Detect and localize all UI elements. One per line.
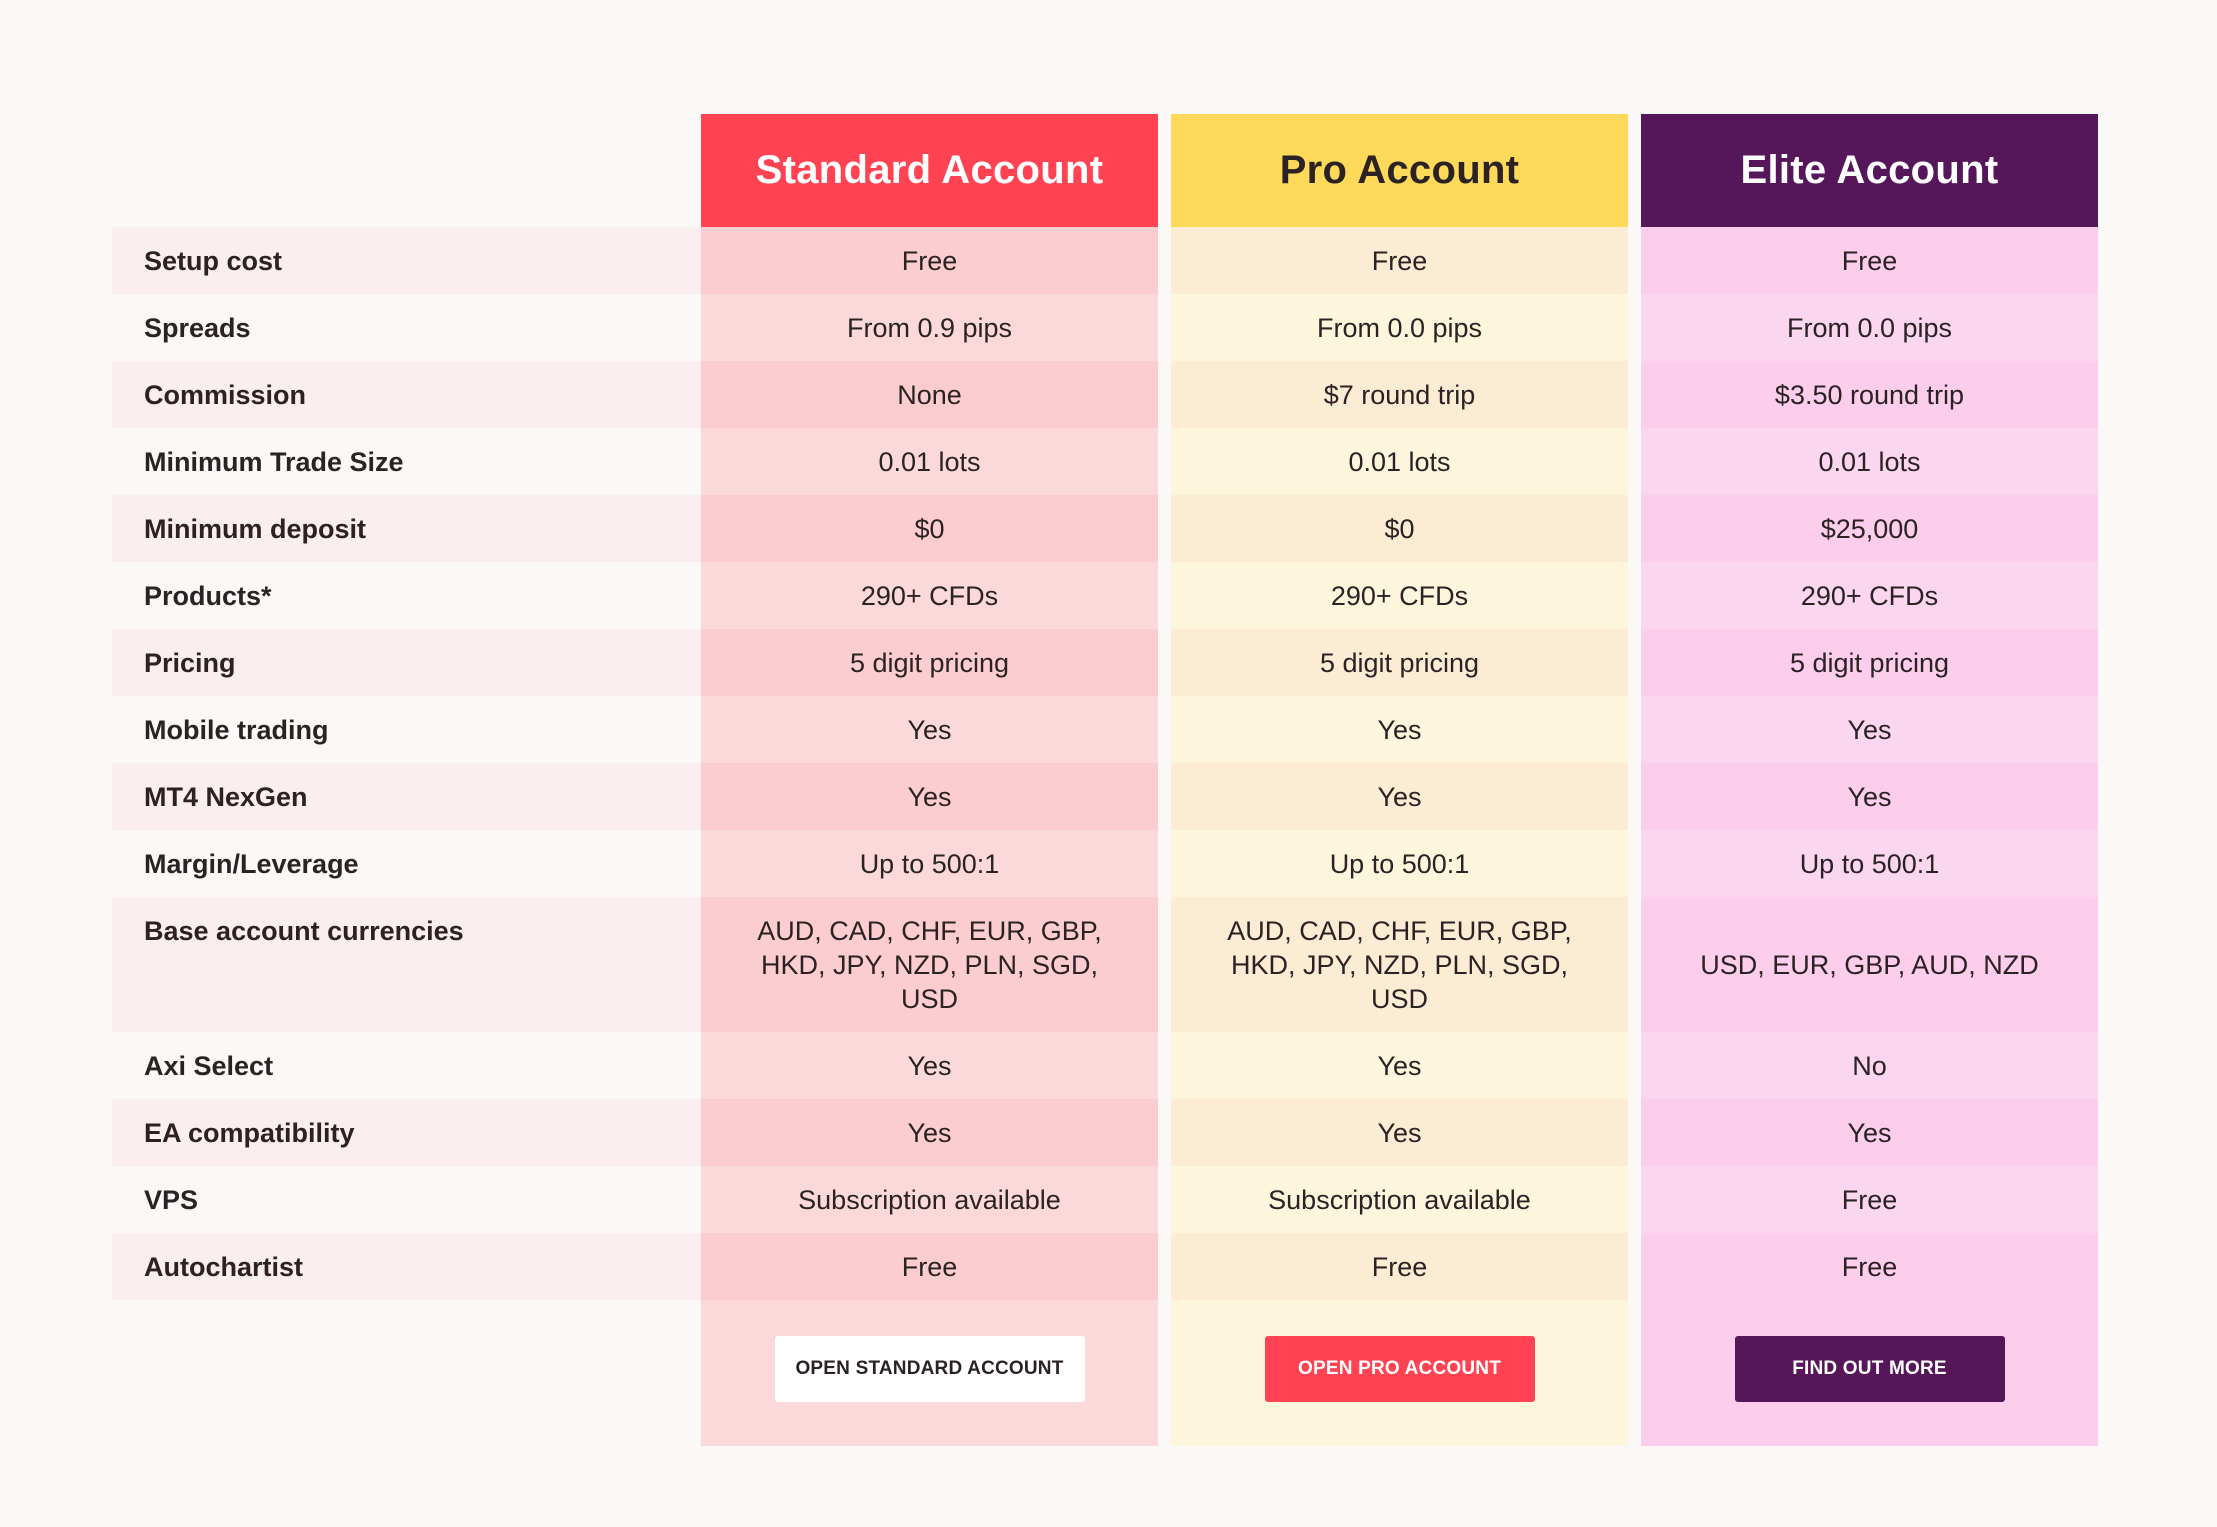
- cell-spreads-std: From 0.9 pips: [701, 294, 1158, 361]
- cell-axi-select-pro: Yes: [1171, 1032, 1628, 1099]
- cell-base-account-currencies-std: AUD, CAD, CHF, EUR, GBP, HKD, JPY, NZD, PLN, SGD, USD: [701, 897, 1158, 1032]
- column-gap: [1628, 361, 1641, 428]
- cell-minimum-trade-size-eli: 0.01 lots: [1641, 428, 2098, 495]
- column-gap: [1628, 1032, 1641, 1099]
- cell-vps-pro: Subscription available: [1171, 1166, 1628, 1233]
- cell-margin-leverage-std: Up to 500:1: [701, 830, 1158, 897]
- column-gap: [1628, 1099, 1641, 1166]
- cell-autochartist-pro: Free: [1171, 1233, 1628, 1300]
- row-label-commission: Commission: [112, 361, 701, 428]
- row-label-products: Products*: [112, 562, 701, 629]
- cell-margin-leverage-eli: Up to 500:1: [1641, 830, 2098, 897]
- column-gap: [1628, 562, 1641, 629]
- column-gap: [1628, 294, 1641, 361]
- cell-axi-select-eli: No: [1641, 1032, 2098, 1099]
- column-gap: [1158, 562, 1171, 629]
- cell-mobile-trading-eli: Yes: [1641, 696, 2098, 763]
- cell-minimum-deposit-std: $0: [701, 495, 1158, 562]
- cell-products-std: 290+ CFDs: [701, 562, 1158, 629]
- cell-minimum-trade-size-std: 0.01 lots: [701, 428, 1158, 495]
- column-header-eli: Elite Account: [1641, 114, 2098, 227]
- row-label-pricing: Pricing: [112, 629, 701, 696]
- column-gap: [1628, 897, 1641, 1032]
- row-label-margin-leverage: Margin/Leverage: [112, 830, 701, 897]
- cell-products-eli: 290+ CFDs: [1641, 562, 2098, 629]
- open-eli-account-button[interactable]: FIND OUT MORE: [1735, 1336, 2005, 1402]
- column-gap: [1628, 227, 1641, 294]
- cell-minimum-deposit-eli: $25,000: [1641, 495, 2098, 562]
- column-gap: [1628, 696, 1641, 763]
- cell-autochartist-eli: Free: [1641, 1233, 2098, 1300]
- cell-base-account-currencies-eli: USD, EUR, GBP, AUD, NZD: [1641, 897, 2098, 1032]
- cell-ea-compatibility-std: Yes: [701, 1099, 1158, 1166]
- cell-commission-eli: $3.50 round trip: [1641, 361, 2098, 428]
- cell-spreads-eli: From 0.0 pips: [1641, 294, 2098, 361]
- column-gap: [1628, 629, 1641, 696]
- row-label-autochartist: Autochartist: [112, 1233, 701, 1300]
- row-label-mt4-nexgen: MT4 NexGen: [112, 763, 701, 830]
- cell-autochartist-std: Free: [701, 1233, 1158, 1300]
- column-gap: [1158, 629, 1171, 696]
- column-gap: [1628, 1233, 1641, 1300]
- column-gap: [1628, 1166, 1641, 1233]
- cell-mt4-nexgen-pro: Yes: [1171, 763, 1628, 830]
- column-gap: [1158, 1300, 1171, 1446]
- column-gap: [1158, 1099, 1171, 1166]
- cell-products-pro: 290+ CFDs: [1171, 562, 1628, 629]
- cell-vps-eli: Free: [1641, 1166, 2098, 1233]
- column-gap: [1158, 227, 1171, 294]
- column-gap: [1158, 1166, 1171, 1233]
- column-gap: [1158, 1032, 1171, 1099]
- column-gap: [1158, 830, 1171, 897]
- cell-pricing-pro: 5 digit pricing: [1171, 629, 1628, 696]
- cell-mobile-trading-std: Yes: [701, 696, 1158, 763]
- row-label-vps: VPS: [112, 1166, 701, 1233]
- cell-ea-compatibility-eli: Yes: [1641, 1099, 2098, 1166]
- row-label-axi-select: Axi Select: [112, 1032, 701, 1099]
- cell-setup-cost-pro: Free: [1171, 227, 1628, 294]
- column-gap: [1628, 830, 1641, 897]
- column-gap: [1158, 1233, 1171, 1300]
- row-label-ea-compatibility: EA compatibility: [112, 1099, 701, 1166]
- cell-minimum-deposit-pro: $0: [1171, 495, 1628, 562]
- row-label-base-account-currencies: Base account currencies: [112, 897, 701, 1032]
- column-gap: [1628, 495, 1641, 562]
- row-label-minimum-trade-size: Minimum Trade Size: [112, 428, 701, 495]
- footer-pro: [1171, 1300, 1628, 1446]
- cell-mobile-trading-pro: Yes: [1171, 696, 1628, 763]
- column-gap: [1628, 763, 1641, 830]
- column-gap: [1158, 696, 1171, 763]
- row-label-spreads: Spreads: [112, 294, 701, 361]
- cell-setup-cost-std: Free: [701, 227, 1158, 294]
- header-spacer: [112, 114, 701, 227]
- footer-std: [701, 1300, 1158, 1446]
- column-header-std: Standard Account: [701, 114, 1158, 227]
- column-gap: [1158, 294, 1171, 361]
- cell-margin-leverage-pro: Up to 500:1: [1171, 830, 1628, 897]
- row-label-minimum-deposit: Minimum deposit: [112, 495, 701, 562]
- cell-mt4-nexgen-std: Yes: [701, 763, 1158, 830]
- cell-commission-std: None: [701, 361, 1158, 428]
- column-gap: [1158, 361, 1171, 428]
- cell-mt4-nexgen-eli: Yes: [1641, 763, 2098, 830]
- column-gap: [1628, 1300, 1641, 1446]
- column-gap: [1158, 763, 1171, 830]
- cell-commission-pro: $7 round trip: [1171, 361, 1628, 428]
- account-comparison-table: [112, 114, 2098, 1446]
- cell-pricing-eli: 5 digit pricing: [1641, 629, 2098, 696]
- row-label-setup-cost: Setup cost: [112, 227, 701, 294]
- footer-eli: [1641, 1300, 2098, 1446]
- column-gap: [1628, 114, 1641, 227]
- cell-axi-select-std: Yes: [701, 1032, 1158, 1099]
- cell-spreads-pro: From 0.0 pips: [1171, 294, 1628, 361]
- cell-vps-std: Subscription available: [701, 1166, 1158, 1233]
- open-std-account-button[interactable]: OPEN STANDARD ACCOUNT: [775, 1336, 1085, 1402]
- column-header-pro: Pro Account: [1171, 114, 1628, 227]
- open-pro-account-button[interactable]: OPEN PRO ACCOUNT: [1265, 1336, 1535, 1402]
- column-gap: [1158, 428, 1171, 495]
- column-gap: [1158, 897, 1171, 1032]
- column-gap: [1628, 428, 1641, 495]
- cell-setup-cost-eli: Free: [1641, 227, 2098, 294]
- column-gap: [1158, 495, 1171, 562]
- cell-ea-compatibility-pro: Yes: [1171, 1099, 1628, 1166]
- row-label-mobile-trading: Mobile trading: [112, 696, 701, 763]
- footer-spacer: [112, 1300, 701, 1446]
- cell-base-account-currencies-pro: AUD, CAD, CHF, EUR, GBP, HKD, JPY, NZD, PLN, SGD, USD: [1171, 897, 1628, 1032]
- cell-pricing-std: 5 digit pricing: [701, 629, 1158, 696]
- column-gap: [1158, 114, 1171, 227]
- cell-minimum-trade-size-pro: 0.01 lots: [1171, 428, 1628, 495]
